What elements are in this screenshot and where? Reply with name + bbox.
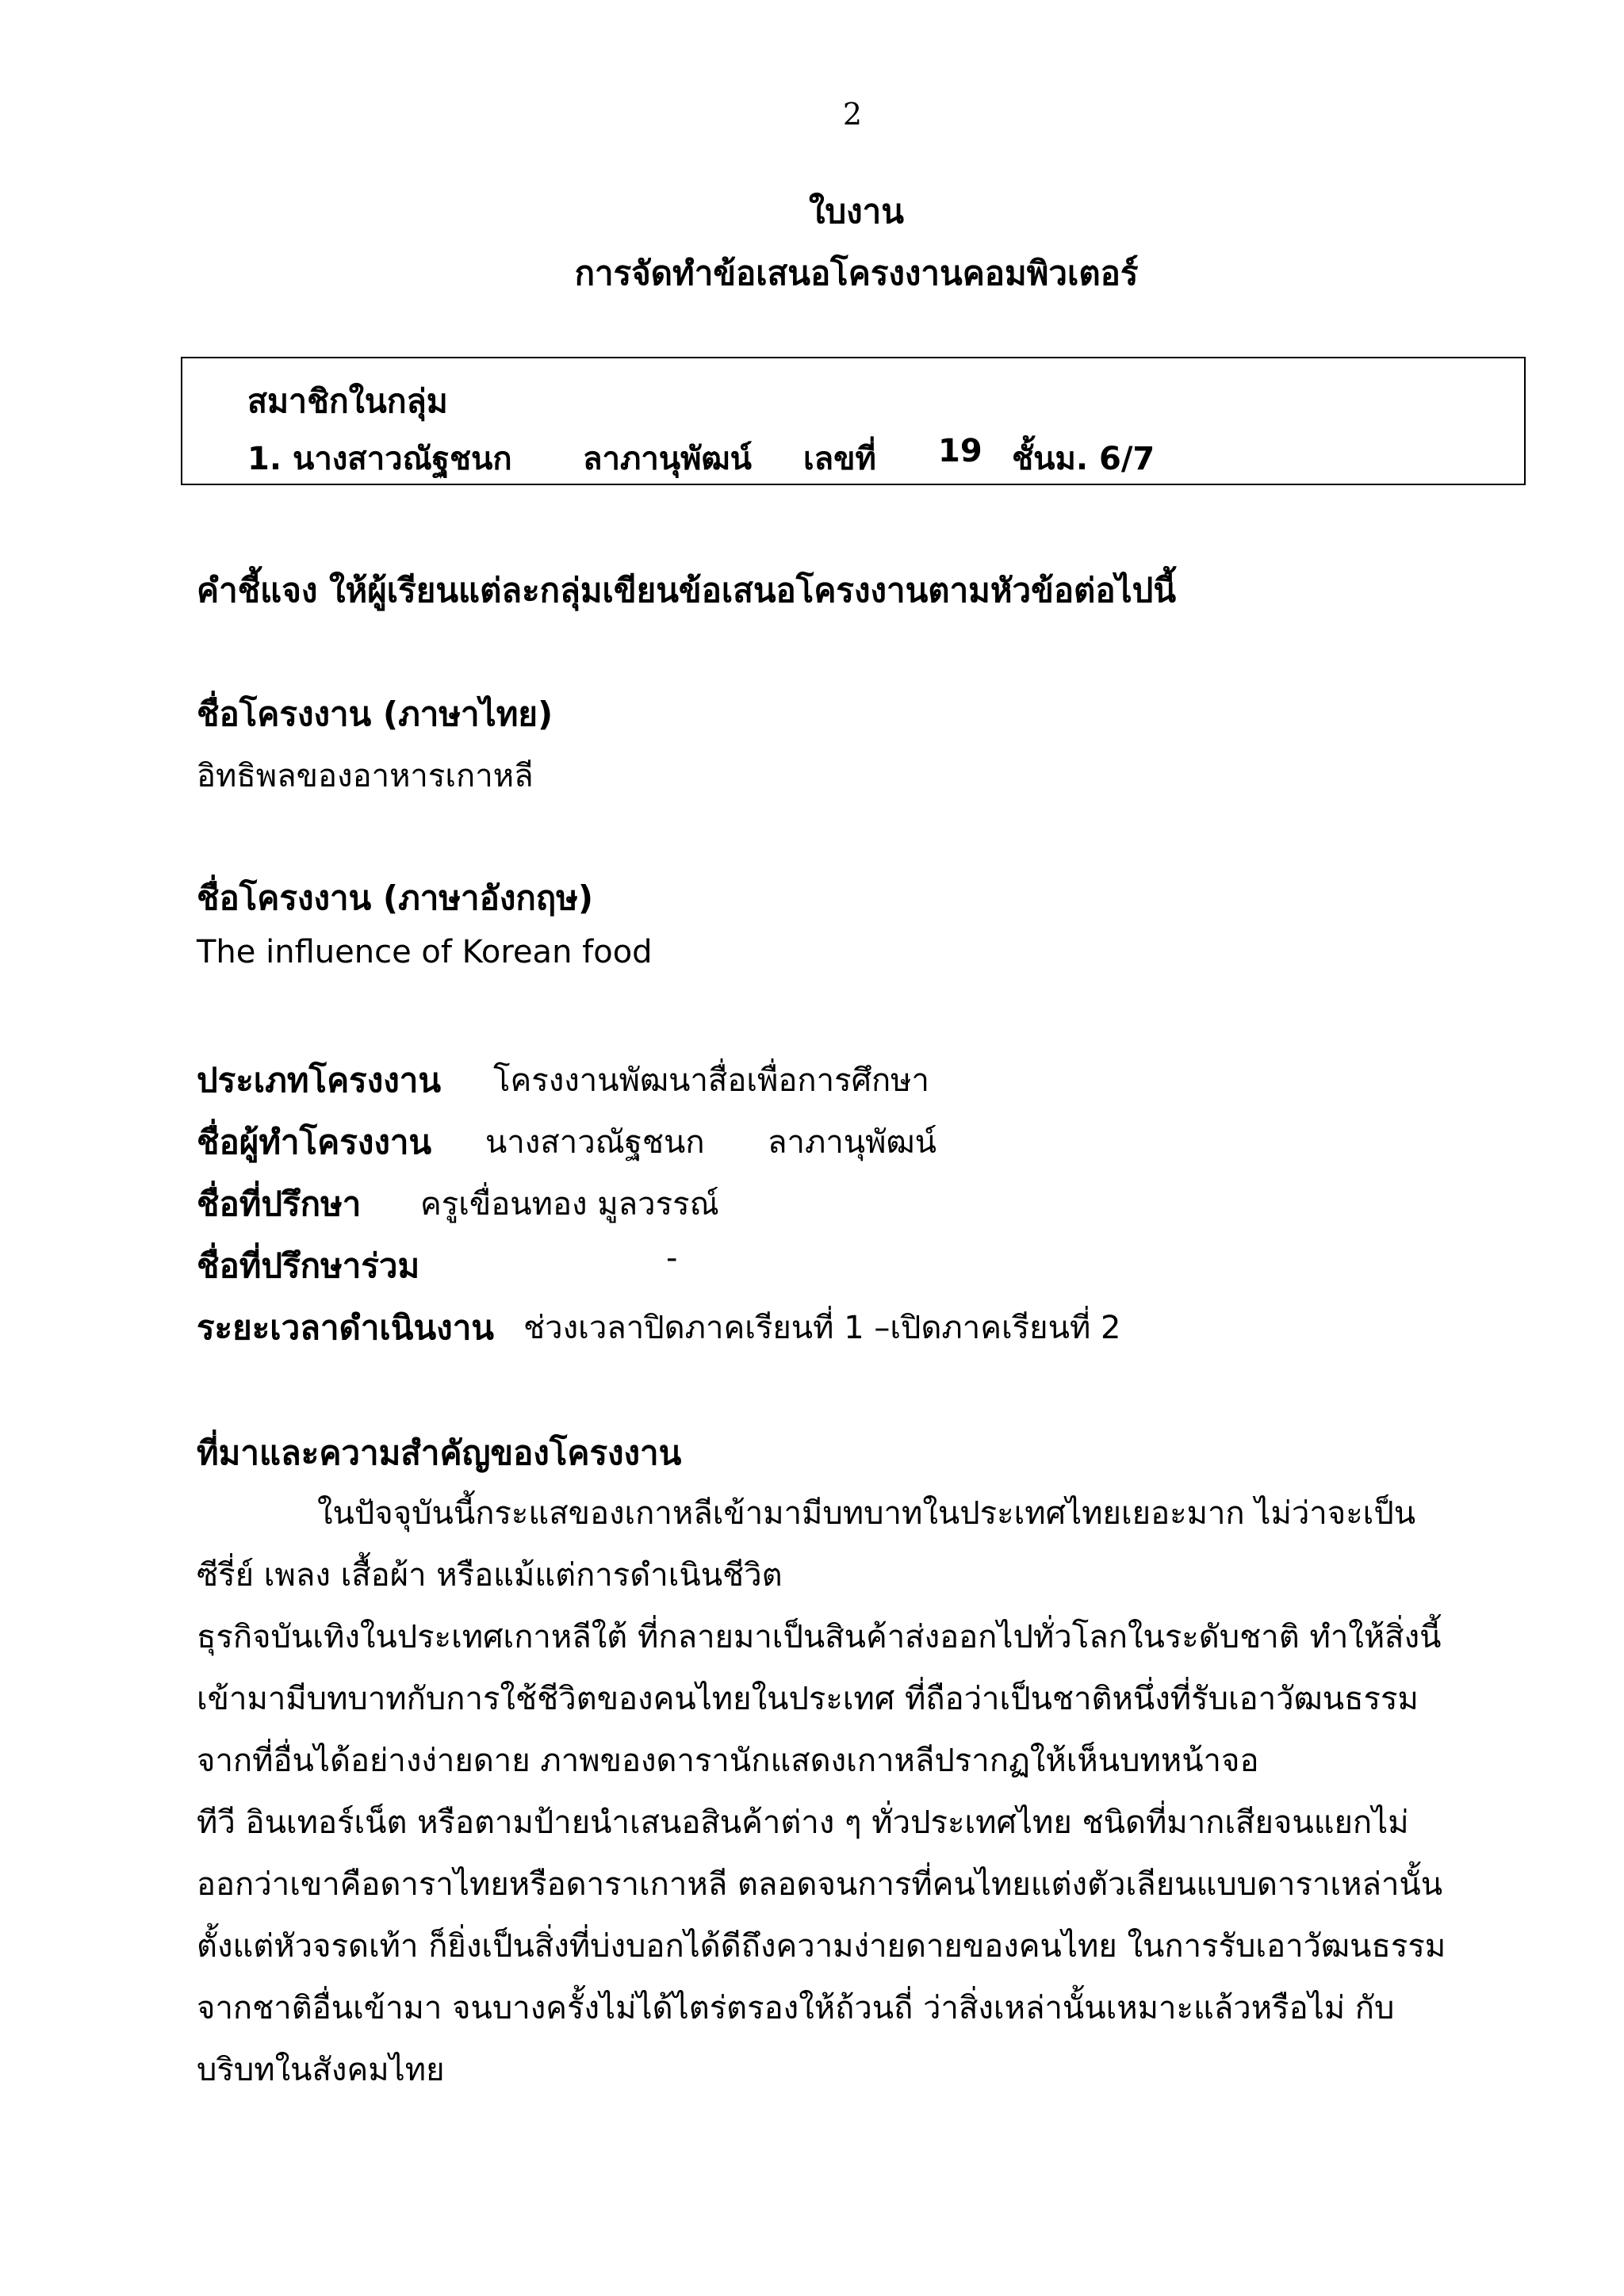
background-line: บริบทในสังคมไทย bbox=[197, 2052, 445, 2088]
members-heading: สมาชิกในกลุ่ม bbox=[247, 382, 448, 420]
background-line: ทีวี อินเทอร์เน็ต หรือตามป้ายนำเสนอสินค้าต่าง ๆ ทั่วประเทศไทย ชนิดที่มากเสียจนแยกไม่ bbox=[197, 1804, 1409, 1841]
background-line: ซีรี่ย์ เพลง เสื้อผ้า หรือแม้แต่การดำเนินชีวิต bbox=[197, 1557, 783, 1594]
worksheet-title: ใบงาน bbox=[809, 192, 904, 231]
member-class: ชั้นม. 6/7 bbox=[1012, 441, 1155, 477]
project-name-en-label: ชื่อโครงงาน (ภาษาอังกฤษ) bbox=[197, 878, 594, 917]
author-last-name: ลาภานุพัฒน์ bbox=[768, 1124, 936, 1161]
background-line: ออกว่าเขาคือดาราไทยหรือดาราเกาหลี ตลอดจนการที่คนไทยแต่งตัวเลียนแบบดาราเหล่านั้น bbox=[197, 1866, 1443, 1903]
member-first-name: นางสาวณัฐชนก bbox=[292, 441, 512, 477]
member-id-value: 19 bbox=[938, 433, 982, 469]
members-box bbox=[181, 357, 1526, 485]
background-line: จากที่อื่นได้อย่างง่ายดาย ภาพของดารานักแสดงเกาหลีปรากฏให้เห็นบทหน้าจอ bbox=[197, 1743, 1259, 1779]
background-line: ในปัจจุบันนี้กระแสของเกาหลีเข้ามามีบทบาทในประเทศไทยเยอะมาก ไม่ว่าจะเป็น bbox=[317, 1495, 1416, 1532]
member-last-name: ลาภานุพัฒน์ bbox=[583, 441, 752, 477]
background-line: ตั้งแต่หัวจรดเท้า ก็ยิ่งเป็นสิ่งที่บ่งบอกได้ดีถึงความง่ายดายของคนไทย ในการรับเอาวัฒนธรรม bbox=[197, 1928, 1446, 1965]
instruction: คำชี้แจง ให้ผู้เรียนแต่ละกลุ่มเขียนข้อเสนอโครงงานตามหัวข้อต่อไปนี้ bbox=[197, 571, 1177, 610]
author-label: ชื่อผู้ทำโครงงาน bbox=[197, 1123, 432, 1161]
co-advisor-value: - bbox=[666, 1240, 678, 1276]
co-advisor-label: ชื่อที่ปรึกษาร่วม bbox=[197, 1246, 420, 1285]
author-first-name: นางสาวณัฐชนก bbox=[485, 1124, 705, 1161]
advisor-value: ครูเขื่อนทอง มูลวรรณ์ bbox=[420, 1186, 719, 1223]
member-row bbox=[247, 433, 512, 484]
member-id-label: เลขที่ bbox=[803, 441, 876, 477]
project-type-label: ประเภทโครงงาน bbox=[197, 1061, 442, 1100]
member-number: 1. bbox=[247, 441, 282, 477]
background-line: เข้ามามีบทบาทกับการใช้ชีวิตของคนไทยในประเทศ ที่ถือว่าเป็นชาติหนึ่งที่รับเอาวัฒนธรรม bbox=[197, 1681, 1419, 1717]
advisor-label: ชื่อที่ปรึกษา bbox=[197, 1184, 362, 1223]
project-name-th-value: อิทธิพลของอาหารเกาหลี bbox=[197, 758, 534, 794]
duration-label: ระยะเวลาดำเนินงาน bbox=[197, 1308, 494, 1347]
duration-value: ช่วงเวลาปิดภาคเรียนที่ 1 –เปิดภาคเรียนที่ 2 bbox=[523, 1310, 1121, 1346]
background-line: จากชาติอื่นเข้ามา จนบางครั้งไม่ได้ไตร่ตรองให้ถ้วนถี่ ว่าสิ่งเหล่านั้นเหมาะแล้วหรือไม่ กับ bbox=[197, 1990, 1395, 2026]
background-heading: ที่มาและความสำคัญของโครงงาน bbox=[197, 1433, 682, 1472]
page-number: 2 bbox=[842, 97, 863, 132]
project-name-th-label: ชื่อโครงงาน (ภาษาไทย) bbox=[197, 695, 553, 733]
background-line: ธุรกิจบันเทิงในประเทศเกาหลีใต้ ที่กลายมาเป็นสินค้าส่งออกไปทั่วโลกในระดับชาติ ทำให้สิ่งนี้ bbox=[197, 1619, 1442, 1655]
worksheet-subtitle: การจัดทำข้อเสนอโครงงานคอมพิวเตอร์ bbox=[574, 254, 1139, 293]
project-name-en-value: The influence of Korean food bbox=[197, 934, 653, 970]
project-type-value: โครงงานพัฒนาสื่อเพื่อการศึกษา bbox=[493, 1062, 929, 1099]
